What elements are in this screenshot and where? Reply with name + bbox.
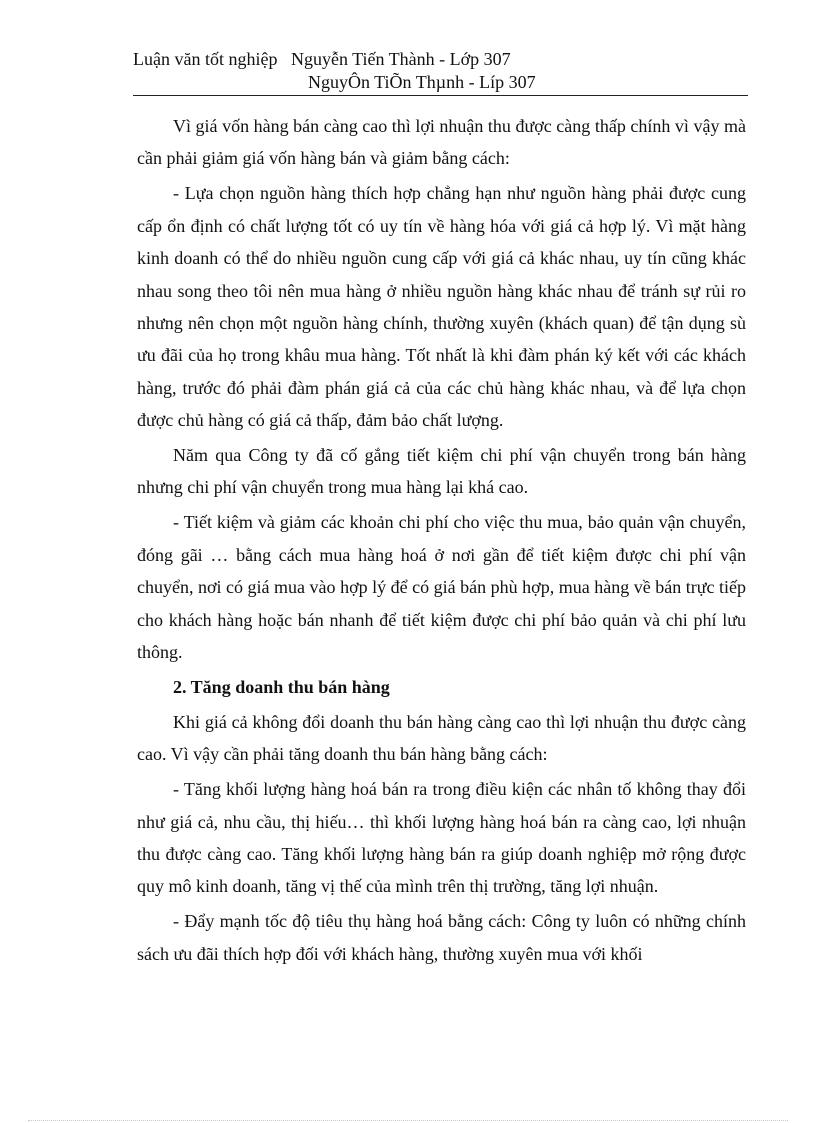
- paragraph: Năm qua Công ty đã cố gắng tiết kiệm chi phí vận chuyển trong bán hàng nhưng chi phí vận chuyển trong mua hàng lại khá cao.: [137, 445, 746, 498]
- page-bottom-border: [28, 1120, 788, 1121]
- paragraph: - Tăng khối lượng hàng hoá bán ra trong điều kiện các nhân tố không thay đổi như giá cả, nhu cầu, thị hiếu… thì khối lượng hàng hoá bán ra càng cao, lợi nhuận thu được càng cao. Tăng khối lượng hàng bán ra giúp doanh nghiệp mở rộng được quy mô kinh doanh, tăng vị thế của mình trên thị trường, tăng lợi nhuận.: [137, 779, 746, 897]
- body-text: [137, 110, 746, 973]
- header-rule: [133, 95, 748, 96]
- header-line-1: Luận văn tốt nghiệp Nguyễn Tiến Thành - Lớp 307: [133, 49, 511, 69]
- paragraph: - Đẩy mạnh tốc độ tiêu thụ hàng hoá bằng cách: Công ty luôn có những chính sách ưu đãi thích hợp đối với khách hàng, thường xuyên mua với khối: [137, 911, 746, 964]
- header-line-2: NguyÔn TiÕn Thµnh - Líp 307: [308, 72, 536, 92]
- paragraph: Vì giá vốn hàng bán càng cao thì lợi nhuận thu được càng thấp chính vì vậy mà cần phải giảm giá vốn hàng bán và giảm bằng cách:: [137, 116, 746, 169]
- paragraph: - Lựa chọn nguồn hàng thích hợp chẳng hạn như nguồn hàng phải được cung cấp ổn định có chất lượng tốt có uy tín về hàng hóa với giá cả hợp lý. Vì mặt hàng kinh doanh có thể do nhiều nguồn cung cấp với giá cả khác nhau, uy tín cũng khác nhau song theo tôi nên mua hàng ở nhiều nguồn hàng khác nhau để tránh sự rủi ro nhưng nên chọn một nguồn hàng chính, thường xuyên (khách quan) để tận dụng sù ưu đãi của họ trong khâu mua hàng. Tốt nhất là khi đàm phán ký kết với các khách hàng, trước đó phải đàm phán giá cả của các chủ hàng khác nhau, và để lựa chọn được chủ hàng có giá cả thấp, đảm bảo chất lượng.: [137, 183, 746, 431]
- section-heading: 2. Tăng doanh thu bán hàng: [173, 676, 390, 697]
- paragraph: - Tiết kiệm và giảm các khoản chi phí cho việc thu mua, bảo quản vận chuyển, đóng gãi … bằng cách mua hàng hoá ở nơi gần để tiết kiệm được chi phí vận chuyển, nơi có giá mua vào hợp lý để có giá bán phù hợp, mua hàng về bán trực tiếp cho khách hàng hoặc bán nhanh để tiết kiệm được chi phí bảo quản và chi phí lưu thông.: [137, 512, 746, 662]
- page-header: [133, 48, 748, 94]
- paragraph: Khi giá cả không đổi doanh thu bán hàng càng cao thì lợi nhuận thu được càng cao. Vì vậy cần phải tăng doanh thu bán hàng bằng cách:: [137, 711, 746, 765]
